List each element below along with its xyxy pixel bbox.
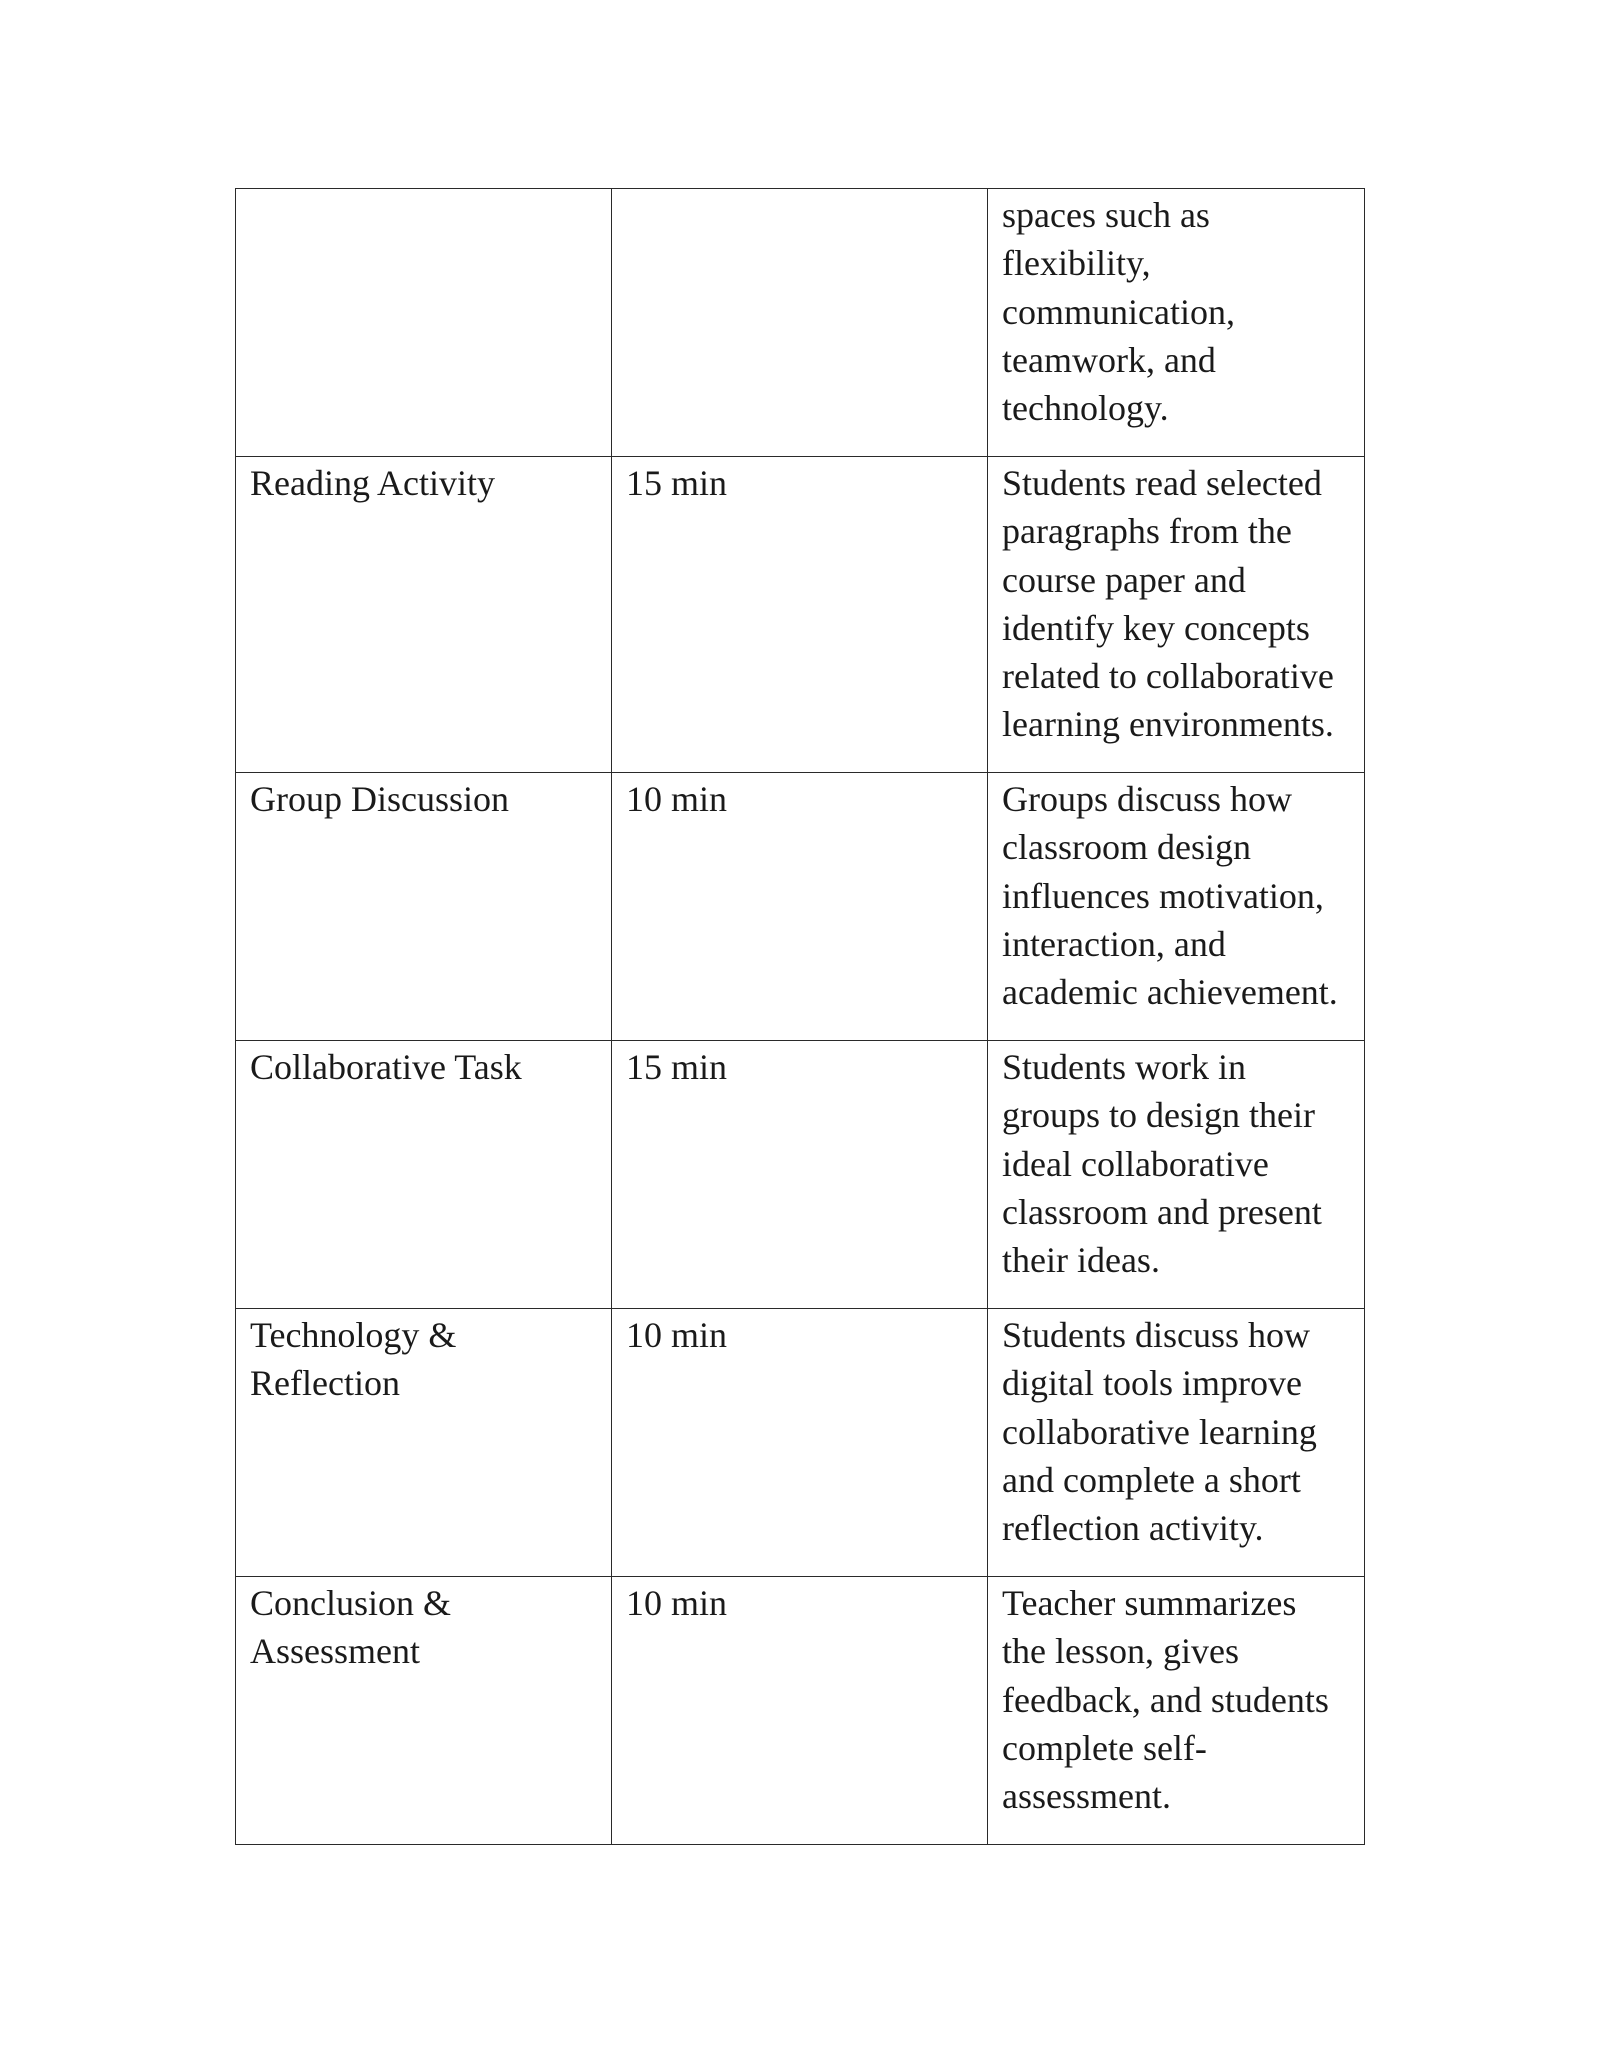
description-line: technology. <box>1002 388 1169 429</box>
description-cell <box>988 1041 1365 1309</box>
time-cell <box>612 189 988 457</box>
description-line: feedback, and students <box>1002 1679 1329 1720</box>
description-line: learning environments. <box>1002 704 1334 745</box>
description-line: flexibility, <box>1002 243 1151 284</box>
time-text: 15 min <box>626 1047 728 1087</box>
description-line: assessment. <box>1002 1776 1171 1817</box>
activity-text: Reflection <box>250 1363 400 1404</box>
description-line: complete self- <box>1002 1727 1207 1768</box>
description-line: groups to design their <box>1002 1095 1315 1136</box>
description-line: Teacher summarizes <box>1002 1583 1297 1623</box>
activity-text: Group Discussion <box>250 779 509 819</box>
time-text: 10 min <box>626 1583 728 1623</box>
table-row <box>236 773 1365 1041</box>
description-line: Students discuss how <box>1002 1315 1311 1355</box>
time-cell <box>612 457 988 773</box>
description-line: influences motivation, <box>1002 875 1324 916</box>
description-line: identify key concepts <box>1002 607 1310 648</box>
time-cell <box>612 1041 988 1309</box>
description-cell <box>988 1577 1365 1845</box>
activity-text: Conclusion & <box>250 1583 452 1623</box>
description-line: collaborative learning <box>1002 1411 1317 1452</box>
description-cell <box>988 1309 1365 1577</box>
description-line: reflection activity. <box>1002 1508 1264 1549</box>
table-row <box>236 1041 1365 1309</box>
description-line: Students work in <box>1002 1047 1247 1087</box>
time-cell <box>612 1309 988 1577</box>
description-cell <box>988 189 1365 457</box>
description-line: their ideas. <box>1002 1240 1160 1281</box>
activity-cell <box>236 189 612 457</box>
description-line: the lesson, gives <box>1002 1631 1239 1672</box>
activity-text: Collaborative Task <box>250 1047 522 1087</box>
description-line: paragraphs from the <box>1002 511 1292 552</box>
description-line: spaces such as <box>1002 195 1210 235</box>
activity-cell <box>236 1309 612 1577</box>
description-line: course paper and <box>1002 559 1246 600</box>
description-line: ideal collaborative <box>1002 1143 1269 1184</box>
description-cell <box>988 457 1365 773</box>
activity-cell <box>236 1577 612 1845</box>
table-row <box>236 1577 1365 1845</box>
description-line: and complete a short <box>1002 1459 1301 1500</box>
description-cell <box>988 773 1365 1041</box>
activity-cell <box>236 773 612 1041</box>
description-line: classroom design <box>1002 827 1251 868</box>
description-line: classroom and present <box>1002 1191 1322 1232</box>
activity-cell <box>236 457 612 773</box>
description-line: Students read selected <box>1002 463 1322 503</box>
table-row <box>236 189 1365 457</box>
time-text: 10 min <box>626 1315 728 1355</box>
activity-cell <box>236 1041 612 1309</box>
description-line: communication, <box>1002 291 1235 332</box>
table-row <box>236 457 1365 773</box>
description-line: academic achievement. <box>1002 972 1338 1013</box>
activity-text: Assessment <box>250 1631 420 1672</box>
lesson-plan-table <box>235 188 1365 1845</box>
description-line: digital tools improve <box>1002 1363 1302 1404</box>
time-text: 10 min <box>626 779 728 819</box>
description-line: Groups discuss how <box>1002 779 1293 819</box>
table-row <box>236 1309 1365 1577</box>
description-line: related to collaborative <box>1002 656 1334 697</box>
time-cell <box>612 773 988 1041</box>
description-line: teamwork, and <box>1002 339 1216 380</box>
description-line: interaction, and <box>1002 923 1226 964</box>
activity-text: Technology & <box>250 1315 457 1355</box>
activity-text: Reading Activity <box>250 463 495 503</box>
time-text: 15 min <box>626 463 728 503</box>
time-cell <box>612 1577 988 1845</box>
